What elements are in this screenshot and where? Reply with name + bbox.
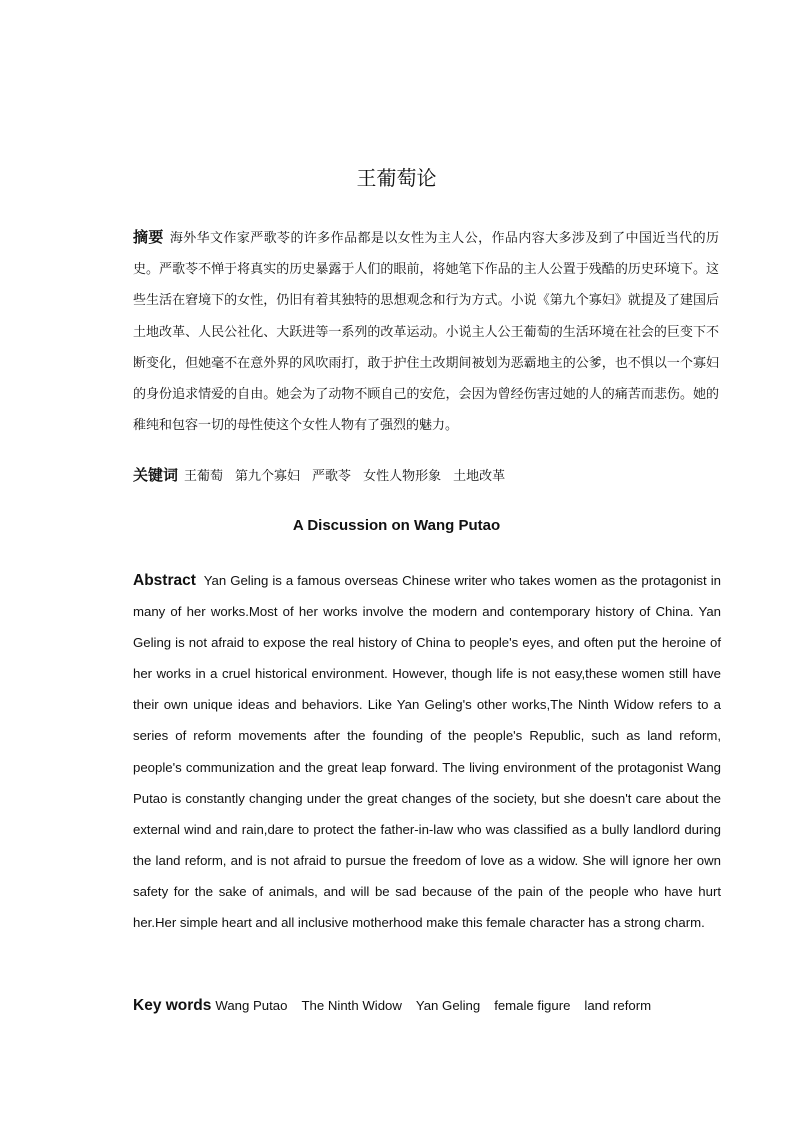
chinese-keywords [133, 460, 733, 492]
english-keywords-label: Key words [133, 997, 212, 1014]
english-title: A Discussion on Wang Putao [292, 517, 501, 534]
chinese-keywords-label: 关键词 [133, 466, 179, 484]
chinese-keyword: 严歌苓 [312, 469, 352, 484]
chinese-abstract [133, 222, 719, 441]
english-abstract-text: Yan Geling is a famous overseas Chinese writer who takes women as the protagonist in many of her works.Most of her works involve the modern and contemporary history of China. Yan Geling is not afraid to expose the real history of China to people's eyes, and often put the heroine of her works in a cruel historical environment. However, though life is not easy,these women still have their own unique ideas and behaviors. Like Yan Geling's other works,The Ninth Widow refers to a series of reform movements after the founding of the people's Republic, such as land reform, people's communization and the great leap forward. The living environment of the protagonist Wang Putao is constantly changing under the great changes of the society, but she doesn't care about the external wind and rain,dare to protect the father-in-law who was classified as a bully landlord during the land reform, and is not afraid to pursue the freedom of love as a widow. She will ignore her own safety for the sake of animals, and will be sad because of the pain of the people who have hurt her.Her simple heart and all inclusive motherhood make this female character has a strong charm. [133, 573, 721, 931]
chinese-abstract-text: 海外华文作家严歌苓的许多作品都是以女性为主人公，作品内容大多涉及到了中国近当代的历史。严歌苓不惮于将真实的历史暴露于人们的眼前，将她笔下作品的主人公置于残酷的历史环境下。这些生活在窘境下的女性，仍旧有着其独特的思想观念和行为方式。小说《第九个寡妇》就提及了建国后土地改革、人民公社化、大跃进等一系列的改革运动。小说主人公王葡萄的生活环境在社会的巨变下不断变化，但她毫不在意外界的风吹雨打，敢于护住土改期间被划为恶霸地主的公爹，也不惧以一个寡妇的身份追求情爱的自由。她会为了动物不顾自己的安危，会因为曾经伤害过她的人的痛苦而悲伤。她的稚纯和包容一切的母性使这个女性人物有了强烈的魅力。 [133, 231, 719, 434]
english-keyword: land reform [584, 998, 652, 1013]
english-keywords [133, 991, 733, 1021]
english-keyword: Wang Putao [215, 998, 288, 1013]
english-abstract-label: Abstract [133, 572, 196, 589]
english-keyword: Yan Geling [415, 998, 481, 1013]
chinese-keyword: 土地改革 [453, 469, 506, 484]
english-keyword: female figure [494, 998, 571, 1013]
english-keyword: The Ninth Widow [301, 998, 402, 1013]
chinese-keyword: 女性人物形象 [363, 469, 442, 484]
chinese-abstract-label: 摘要 [133, 228, 164, 246]
chinese-keyword: 第九个寡妇 [235, 469, 301, 484]
chinese-keyword: 王葡萄 [184, 469, 224, 484]
chinese-title: 王葡萄论 [356, 166, 437, 190]
english-abstract [133, 565, 721, 938]
